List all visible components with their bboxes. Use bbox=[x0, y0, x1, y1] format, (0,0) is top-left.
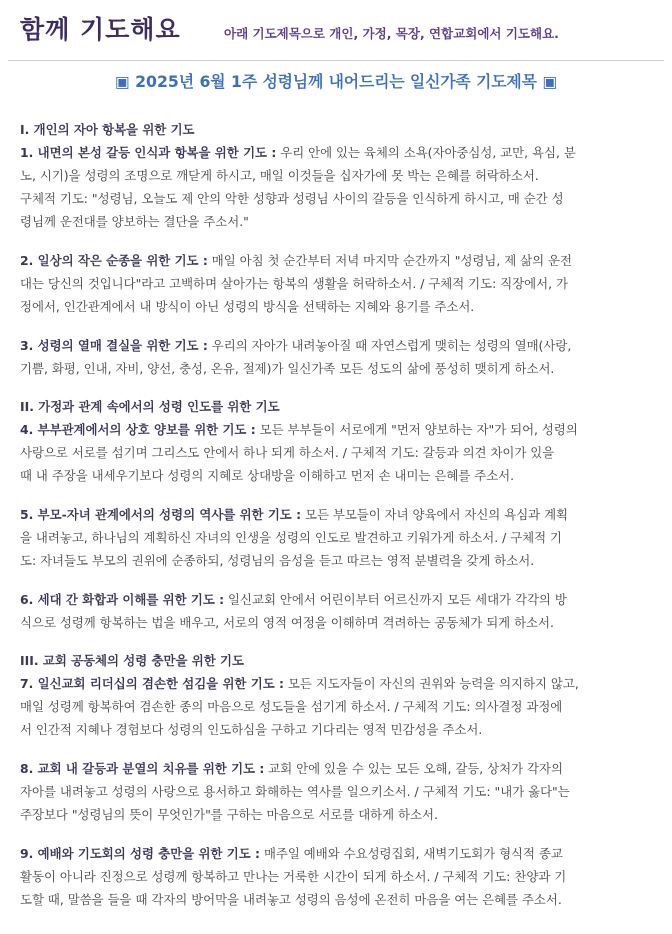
prayer-line bbox=[20, 503, 652, 526]
prayer-item bbox=[20, 503, 652, 572]
prayer-item-title: 8. 교회 내 갈등과 분열의 치유를 위한 기도 : bbox=[20, 761, 265, 776]
prayer-item-text: 사랑으로 서로를 섬기며 그리스도 안에서 하나 되게 하소서. / 구체적 기도: 갈등과 의견 차이가 있을 bbox=[20, 445, 555, 460]
prayer-line bbox=[20, 418, 652, 441]
prayer-item-text: 때 내 주장을 내세우기보다 성령의 지혜로 상대방을 이해하고 먼저 손 내미는 은혜를 주소서. bbox=[20, 468, 515, 483]
prayer-item bbox=[20, 842, 652, 911]
prayer-item bbox=[20, 757, 652, 826]
section-heading: III. 교회 공동체의 성령 충만을 위한 기도 bbox=[20, 653, 244, 668]
prayer-line bbox=[20, 780, 652, 803]
prayer-line bbox=[20, 357, 652, 380]
prayer-item-text: 교회 안에 있을 수 있는 모든 오해, 갈등, 상처가 각자의 bbox=[264, 761, 563, 776]
section-heading: II. 가정과 관계 속에서의 성령 인도를 위한 기도 bbox=[20, 399, 280, 414]
prayer-item-title: 1. 내면의 본성 갈등 인식과 항복을 위한 기도 : bbox=[20, 145, 277, 160]
prayer-line bbox=[20, 611, 652, 634]
prayer-line bbox=[20, 210, 652, 233]
prayer-line bbox=[20, 526, 652, 549]
section-heading: I. 개인의 자아 항복을 위한 기도 bbox=[20, 122, 195, 137]
prayer-item bbox=[20, 418, 652, 487]
prayer-item-text: 도할 때, 말씀을 들을 때 각자의 방어막을 내려놓고 성령의 음성에 온전히 마음을 여는 은혜를 주소서. bbox=[20, 892, 562, 907]
prayer-item-title: 7. 일신교회 리더십의 겸손한 섬김을 위한 기도 : bbox=[20, 676, 284, 691]
prayer-line bbox=[20, 718, 652, 741]
prayer-item-title: 4. 부부관계에서의 상호 양보를 위한 기도 : bbox=[20, 422, 256, 437]
prayer-line bbox=[20, 588, 652, 611]
prayer-item-text: 우리 안에 있는 육체의 소욕(자아중심성, 교만, 욕심, 분 bbox=[276, 145, 576, 160]
prayer-item-text: 노, 시기)을 성령의 조명으로 깨닫게 하시고, 매일 이것들을 십자가에 못 박는 은혜를 허락하소서. bbox=[20, 168, 539, 183]
prayer-item-text: 구체적 기도: "성령님, 오늘도 제 안의 악한 성향과 성령님 사이의 갈등을 인식하게 하시고, 매 순간 성 bbox=[20, 191, 564, 206]
prayer-line bbox=[20, 865, 652, 888]
site-title: 함께 기도해요 bbox=[20, 15, 181, 44]
prayer-line bbox=[20, 441, 652, 464]
prayer-line bbox=[20, 842, 652, 865]
page-title: ▣ 2025년 6월 1주 성령님께 내어드리는 일신가족 기도제목 ▣ bbox=[114, 72, 558, 91]
prayer-item-title: 2. 일상의 작은 순종을 위한 기도 : bbox=[20, 253, 208, 268]
prayer-item-text: 기쁨, 화평, 인내, 자비, 양선, 충성, 온유, 절제)가 일신가족 모든 성도의 삶에 풍성히 맺히게 하소서. bbox=[20, 361, 555, 376]
prayer-item-title: 6. 세대 간 화합과 이해를 위한 기도 : bbox=[20, 592, 225, 607]
prayer-item bbox=[20, 334, 652, 380]
prayer-line bbox=[20, 803, 652, 826]
prayer-line bbox=[20, 549, 652, 572]
prayer-line bbox=[20, 757, 652, 780]
prayer-item-text: 도: 자녀들도 부모의 권위에 순종하되, 성령님의 음성을 듣고 따르는 영적 분별력을 갖게 하소서. bbox=[20, 553, 535, 568]
prayer-item-text: 식으로 성령께 항복하는 법을 배우고, 서로의 영적 여정을 이해하며 격려하는 공동체가 되게 하소서. bbox=[20, 615, 554, 630]
prayer-line bbox=[20, 464, 652, 487]
prayer-item-title: 3. 성령의 열매 결실을 위한 기도 : bbox=[20, 338, 208, 353]
prayer-line bbox=[20, 695, 652, 718]
prayer-line bbox=[20, 272, 652, 295]
prayer-item-text: 서 인간적 지혜나 경험보다 성령의 인도하심을 구하고 기다리는 영적 민감성을 주소서. bbox=[20, 722, 483, 737]
prayer-item-title: 5. 부모-자녀 관계에서의 성령의 역사를 위한 기도 : bbox=[20, 507, 302, 522]
prayer-line bbox=[20, 141, 652, 164]
prayer-item-text: 일신교회 안에서 어린이부터 어르신까지 모든 세대가 각각의 방 bbox=[224, 592, 567, 607]
prayer-list bbox=[20, 119, 652, 927]
prayer-item-text: 모든 부부들이 서로에게 "먼저 양보하는 자"가 되어, 성령의 bbox=[255, 422, 578, 437]
prayer-item-text: 매일 아침 첫 순간부터 저녁 마지막 순간까지 "성령님, 제 삶의 운전 bbox=[207, 253, 572, 268]
header-divider bbox=[8, 60, 664, 61]
prayer-item-text: 우리의 자아가 내려놓아질 때 자연스럽게 맺히는 성령의 열매(사랑, bbox=[207, 338, 572, 353]
prayer-line bbox=[20, 334, 652, 357]
prayer-line bbox=[20, 249, 652, 272]
prayer-item-text: 활동이 아니라 진정으로 성령께 항복하고 만나는 거룩한 시간이 되게 하소서. / 구체적 기도: 찬양과 기 bbox=[20, 869, 567, 884]
prayer-line bbox=[20, 295, 652, 318]
prayer-item-title: 9. 예배와 기도회의 성령 충만을 위한 기도 : bbox=[20, 846, 260, 861]
prayer-item bbox=[20, 141, 652, 233]
prayer-line bbox=[20, 672, 652, 695]
prayer-item-text: 정에서, 인간관계에서 내 방식이 아닌 성령의 방식을 선택하는 지혜와 용기를 주소서. bbox=[20, 299, 475, 314]
site-tagline: 아래 기도제목으로 개인, 가정, 목장, 연합교회에서 기도해요. bbox=[224, 26, 559, 41]
prayer-line bbox=[20, 888, 652, 911]
prayer-item-text: 매일 성령께 항복하여 겸손한 종의 마음으로 성도들을 섬기게 하소서. / 구체적 기도: 의사결정 과정에 bbox=[20, 699, 563, 714]
prayer-line bbox=[20, 164, 652, 187]
prayer-item bbox=[20, 672, 652, 741]
prayer-item-text: 령님께 운전대를 양보하는 결단을 주소서." bbox=[20, 214, 249, 229]
prayer-item bbox=[20, 249, 652, 318]
prayer-item-text: 을 내려놓고, 하나님의 계획하신 자녀의 인생을 성령의 인도로 발견하고 키워가게 하소서. / 구체적 기 bbox=[20, 530, 563, 545]
prayer-item bbox=[20, 588, 652, 634]
prayer-item-text: 모든 지도자들이 자신의 권위와 능력을 의지하지 않고, bbox=[283, 676, 579, 691]
prayer-item-text: 모든 부모들이 자녀 양육에서 자신의 욕심과 계획 bbox=[301, 507, 569, 522]
prayer-item-text: 매주일 예배와 수요성령집회, 새벽기도회가 형식적 종교 bbox=[260, 846, 563, 861]
prayer-line bbox=[20, 187, 652, 210]
prayer-item-text: 주장보다 "성령님의 뜻이 무엇인가"를 구하는 마음으로 서로를 대하게 하소서. bbox=[20, 807, 438, 822]
prayer-item-text: 대는 당신의 것입니다"라고 고백하며 살아가는 항복의 생활을 허락하소서. / 구체적 기도: 직장에서, 가 bbox=[20, 276, 568, 291]
page-header bbox=[0, 0, 672, 58]
prayer-item-text: 자아를 내려놓고 성령의 사랑으로 용서하고 화해하는 역사를 일으키소서. / 구체적 기도: "내가 옳다"는 bbox=[20, 784, 570, 799]
